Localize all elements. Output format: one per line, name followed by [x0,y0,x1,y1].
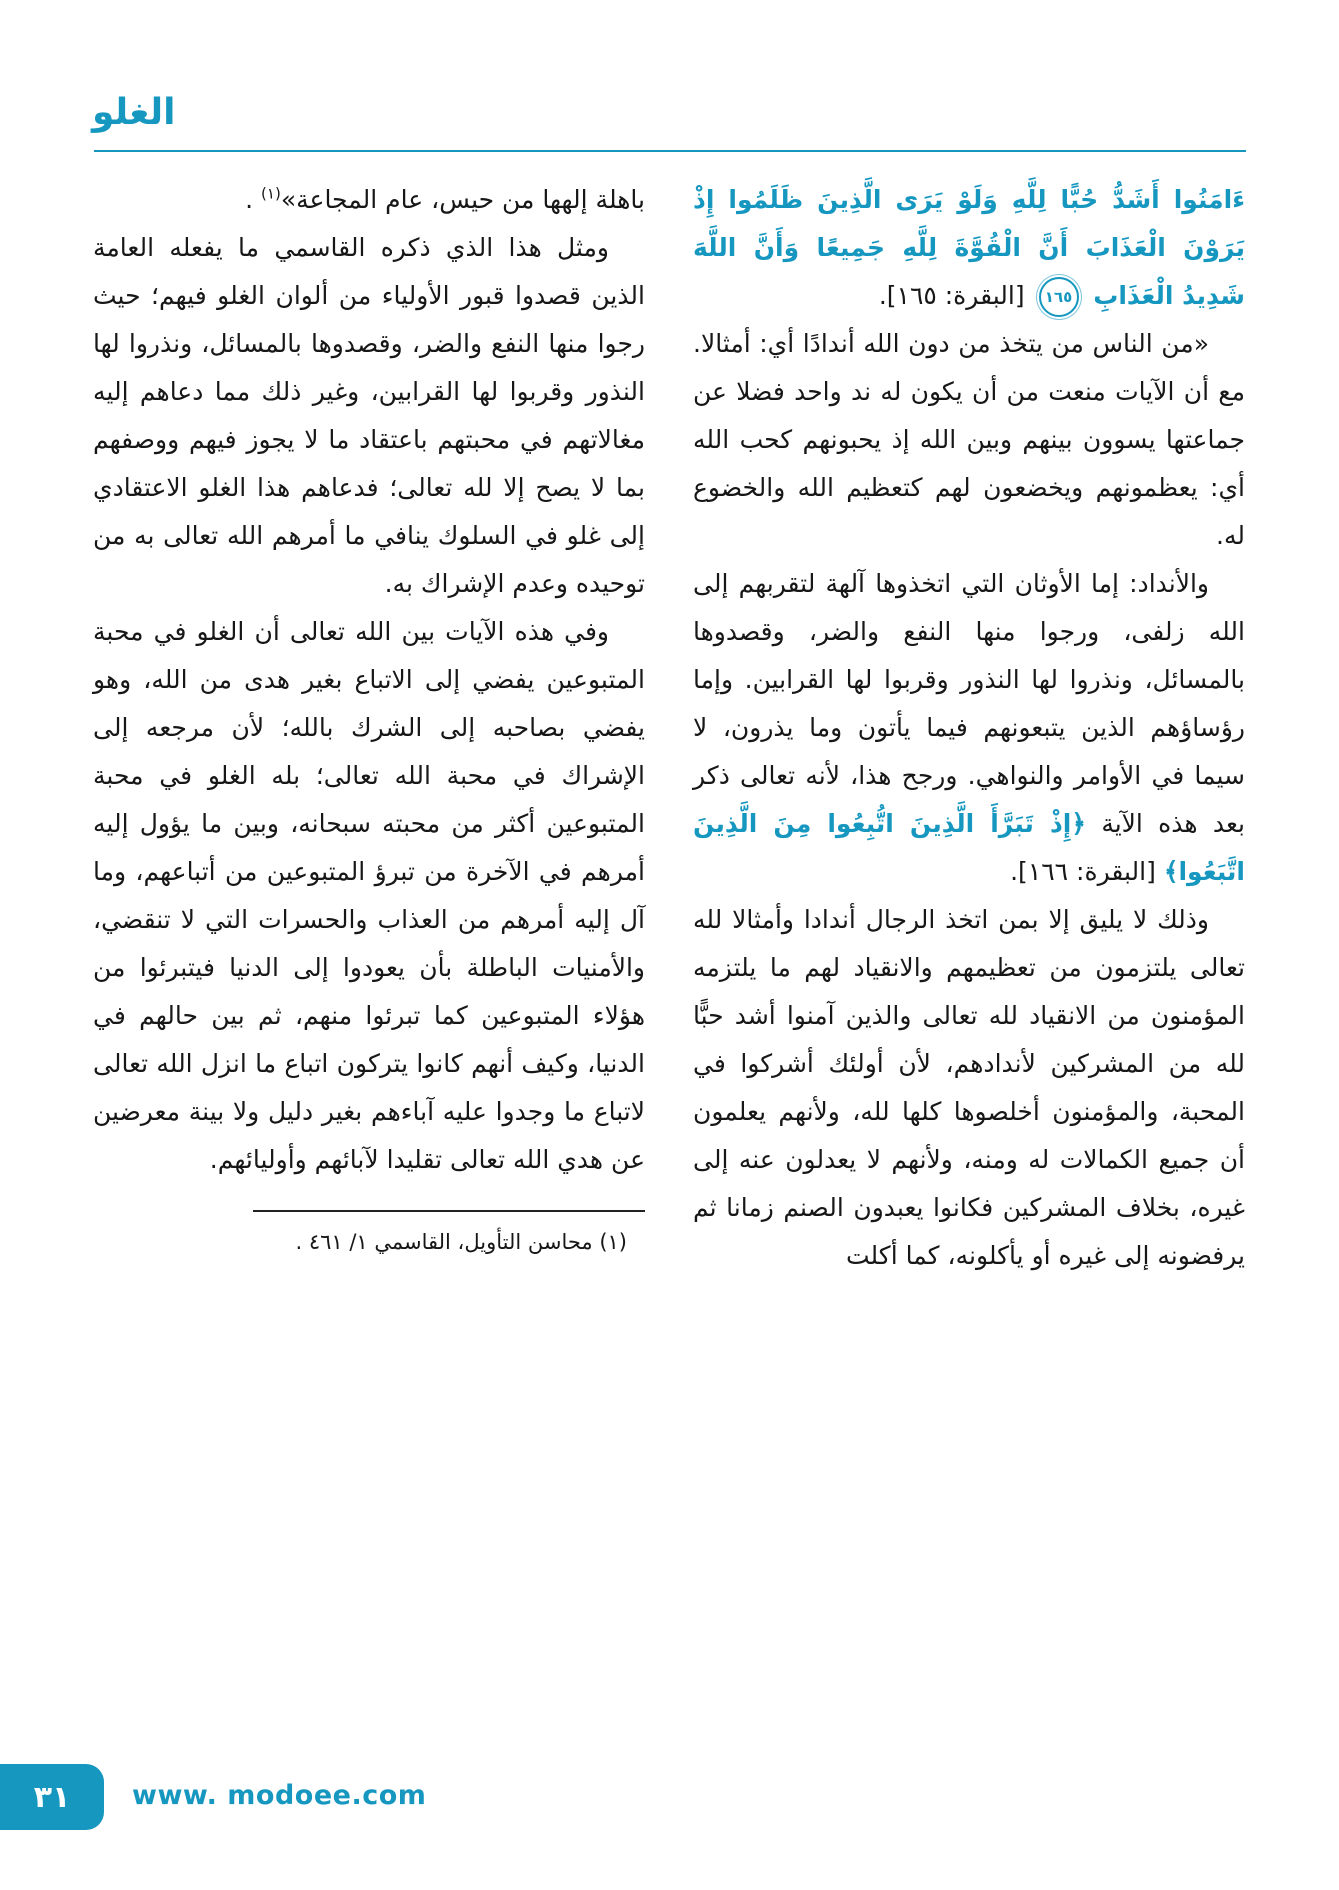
paragraph [93,224,645,608]
footnote-marker: (١) [261,184,281,203]
column-right [693,176,1245,1280]
paragraph [93,1224,645,1262]
footnote-divider [253,1210,645,1212]
column-left [93,176,645,1280]
column-left-text [93,176,645,1184]
footnote-area [93,1210,645,1262]
body-text: وذلك لا يليق إلا بمن اتخذ الرجال أندادا وأمثالا لله تعالى يلتزمون من تعظيمهم والانقياد لهم ما يلتزمه المؤمنون من الانقياد لله تعالى والذين آمنوا أشد حبًّا لله من المشركين لأندادهم، لأن أولئك أشركوا في المحبة، والمؤمنون أخلصوها كلها لله، ولأنهم يعلمون أن جميع الكمالات له ومنه، ولأنهم لا يعدلون عنه إلى غيره، بخلاف المشركين فكانوا يعبدون الصنم زمانا ثم يرفضونه إلى غيره أو يأكلونه، كما أكلت [693,905,1245,1270]
body-text: ومثل هذا الذي ذكره القاسمي ما يفعله العامة الذين قصدوا قبور الأولياء من ألوان الغلو فيهم؛ حيث رجوا منها النفع والضر، وقصدوها بالمسائل، ونذروا لها النذور وقربوا لها القرابين، وغير ذلك مما دعاهم إليه مغالاتهم في محبتهم باعتقاد ما لا يجوز فيهم ووصفهم بما لا يصح إلا لله تعالى؛ فدعاهم هذا الغلو الاعتقادي إلى غلو في السلوك ينافي ما أمرهم الله تعالى به من توحيده وعدم الإشراك به. [93,233,645,598]
footnote [93,1224,645,1262]
paragraph [693,320,1245,560]
body-text: . [245,185,262,214]
header-divider [94,150,1246,152]
paragraph [693,560,1245,896]
body-text: وفي هذه الآيات بين الله تعالى أن الغلو في محبة المتبوعين يفضي إلى الاتباع بغير هدى من الله، وهو يفضي بصاحبه إلى الشرك بالله؛ لأن مرجعه إلى الإشراك في محبة الله تعالى؛ بله الغلو في محبة المتبوعين أكثر من محبته سبحانه، وبين ما يؤول إليه أمرهم في الآخرة من تبرؤ المتبوعين من أتباعهم، وما آل إليه أمرهم من العذاب والحسرات التي لا تنقضي، والأمنيات الباطلة بأن يعودوا إلى الدنيا فيتبرئوا من هؤلاء المتبوعين كما تبرئوا منهم، ثم بين حالهم في الدنيا، وكيف أنهم كانوا يتركون اتباع ما انزل الله تعالى لاتباع ما وجدوا عليه آباءهم بغير دليل ولا بينة معرضين عن هدي الله تعالى تقليدا لآبائهم وأوليائهم. [93,617,645,1174]
page-number-badge [0,1764,104,1830]
page-number: ٣١ [33,1779,71,1815]
website-link[interactable]: www. modoee.com [132,1780,427,1811]
ayah-number: ١٦٥ [1039,277,1079,317]
quran-text: ﴿إِذْ تَبَرَّأَ الَّذِينَ اتُّبِعُوا مِنَ الَّذِينَ اتَّبَعُوا﴾ [693,809,1245,886]
paragraph [93,608,645,1184]
verse-reference: [البقرة: ١٦٥]. [878,281,1033,310]
verse-reference: [البقرة: ١٦٦]. [1010,857,1164,886]
page-body [93,176,1245,1280]
paragraph [693,896,1245,1280]
page-header-title: الغلو [92,92,176,133]
quran-text: ءَامَنُوا أَشَدُّ حُبًّا لِلَّهِ وَلَوْ يَرَى الَّذِينَ ظَلَمُوا إِذْ يَرَوْنَ الْعَذَابَ أَنَّ الْقُوَّةَ لِلَّهِ جَمِيعًا وَأَنَّ اللَّهَ شَدِيدُ الْعَذَابِ [693,185,1245,310]
paragraph [693,176,1245,320]
body-text: «من الناس من يتخذ من دون الله أندادًا أي: أمثالا. مع أن الآيات منعت من أن يكون له ند واحد فضلا عن جماعتها يسوون بينهم وبين الله إذ يحبونهم كحب الله أي: يعظمونهم ويخضعون لهم كتعظيم الله والخضوع له. [693,329,1245,550]
body-text: باهلة إلهها من حيس، عام المجاعة» [280,185,645,214]
body-text: (١) محاسن التأويل، القاسمي ١/ ٤٦١ . [295,1230,627,1254]
paragraph [93,176,645,224]
body-text: والأنداد: إما الأوثان التي اتخذوها آلهة لتقربهم إلى الله زلفى، ورجوا منها النفع والضر، وقصدوها بالمسائل، ونذروا لها النذور وقربوا لها القرابين. وإما رؤساؤهم الذين يتبعونهم فيما يأتون وما يذرون، لا سيما في الأوامر والنواهي. ورجح هذا، لأنه تعالى ذكر بعد هذه الآية [693,569,1245,838]
